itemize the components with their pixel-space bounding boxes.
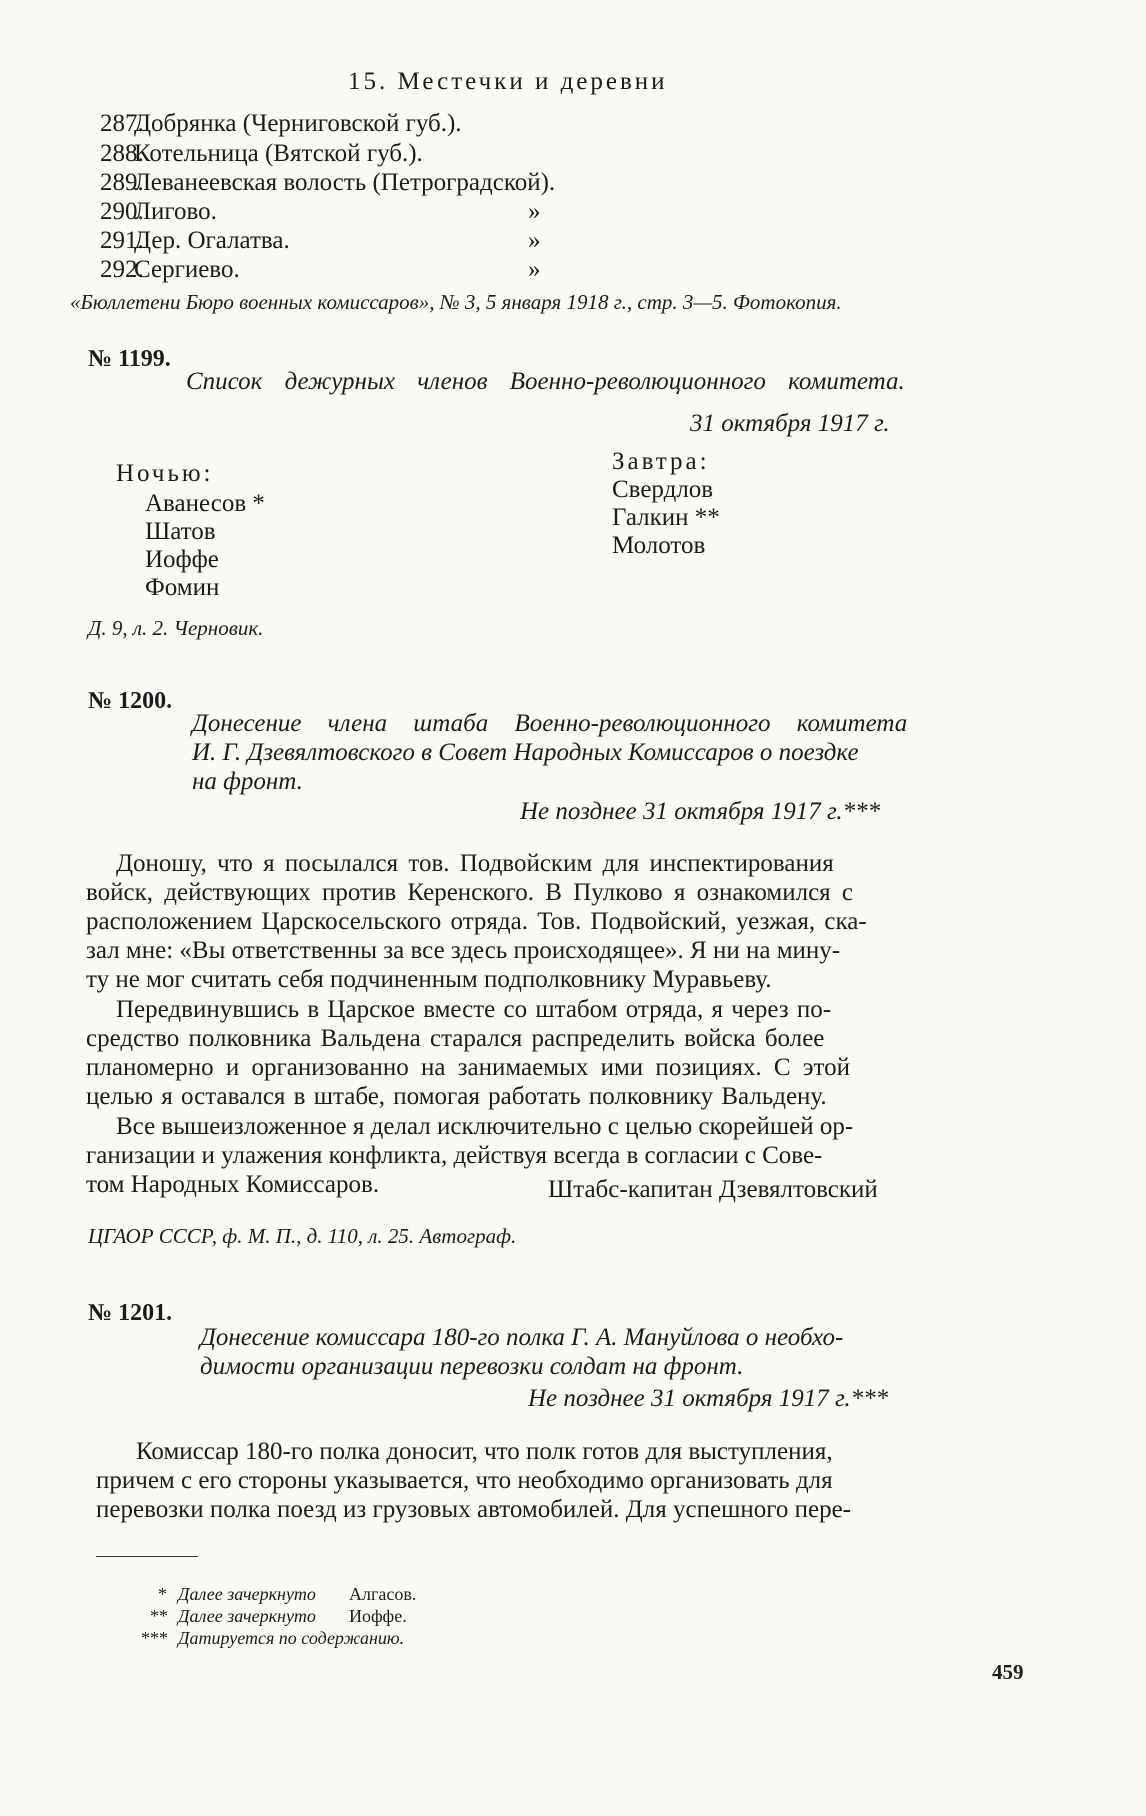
footnote-mark: ** [150,1606,168,1626]
list-item-name: Добрянка (Черниговской губ.). [134,110,462,137]
body-line: зал мне: «Вы ответственны за все здесь происходящее». Я ни на мину- [86,937,841,964]
source-citation: Д. 9, л. 2. Черновик. [88,616,264,640]
body-line: войск, действующих против Керенского. В Пулково я ознакомился с [86,879,854,906]
body-line: Передвинувшись в Царское вместе со штабом отряда, я через по- [116,996,832,1023]
list-item-number: 291. [100,227,144,254]
footnote-mark: * [158,1584,167,1604]
document-title: Список дежурных членов Военно-революционного комитета. [186,368,905,395]
list-item-number: 287. [100,110,144,137]
body-line: причем с его стороны указывается, что необходимо организовать для [96,1467,833,1494]
document-number: № 1199. [88,346,171,372]
document-number: № 1200. [88,688,173,714]
footnote-text: Датируется по содержанию. [178,1628,405,1648]
night-label: Ночью: [116,460,214,487]
body-line: ганизации и улажения конфликта, действуя всегда в согласии с Сове- [86,1142,823,1169]
duty-member: Молотов [612,532,706,559]
body-line: целью я оставался в штабе, помогая работать полковнику Вальдену. [86,1083,827,1110]
document-title-line: И. Г. Дзевялтовского в Совет Народных Комиссаров о поездке [192,739,859,766]
list-item-number: 290. [100,198,144,225]
document-date: Не позднее 31 октября 1917 г.*** [520,798,881,825]
footnote-word: Алгасов. [349,1584,417,1604]
body-line: расположением Царскосельского отряда. Тов. Подвойский, уезжая, ска- [86,908,867,935]
tomorrow-label: Завтра: [612,448,710,475]
document-number: № 1201. [88,1300,173,1326]
body-line: ту не мог считать себя подчиненным подполковнику Муравьеву. [86,966,772,993]
body-line: планомерно и организованно на занимаемых ими позициях. С этой [86,1054,850,1081]
body-line: перевозки полка поезд из грузовых автомобилей. Для успешного пере- [96,1496,852,1523]
duty-member: Иоффе [145,546,219,573]
footnote-mark: *** [141,1628,168,1648]
document-title-line: димости организации перевозки солдат на фронт. [200,1353,744,1380]
document-title-line: Донесение комиссара 180-го полка Г. А. Мануйлова о необхо- [200,1324,844,1351]
duty-member: Шатов [145,518,216,545]
section-heading: 15. Местечки и деревни [348,68,668,95]
duty-member: Галкин ** [612,504,720,531]
source-citation: ЦГАОР СССР, ф. М. П., д. 110, л. 25. Автограф. [88,1224,517,1248]
footnote-text: Далее зачеркнуто [178,1584,316,1604]
list-item-name: Сергиево. [134,256,240,283]
duty-member: Фомин [145,574,220,601]
ditto-mark: » [528,227,541,254]
ditto-mark: » [528,198,541,225]
signature: Штабс-капитан Дзевялтовский [548,1176,878,1203]
document-date: 31 октября 1917 г. [690,410,890,437]
list-item-number: 289. [100,169,144,196]
list-item-name: Леванеевская волость (Петроградской). [134,169,556,196]
document-title-line: Донесение члена штаба Военно-революционного комитета [192,710,908,737]
body-line: Доношу, что я посылался тов. Подвойским для инспектирования [116,850,834,877]
list-item-number: 288. [100,140,144,167]
document-date: Не позднее 31 октября 1917 г.*** [528,1385,889,1412]
footnote-text: Далее зачеркнуто [178,1606,316,1626]
list-item-number: 292. [100,256,144,283]
list-item-name: Лигово. [134,198,217,225]
list-item-name: Дер. Огалатва. [134,227,290,254]
footnote-word: Иоффе. [349,1606,407,1626]
body-line: средство полковника Вальдена старался распределить войска более [86,1025,825,1052]
body-line: Все вышеизложенное я делал исключительно с целью скорейшей ор- [116,1113,854,1140]
body-line: том Народных Комиссаров. [86,1171,380,1198]
body-line: Комиссар 180-го полка доносит, что полк готов для выступления, [136,1438,833,1465]
duty-member: Свердлов [612,476,714,503]
footnote-rule [96,1556,198,1557]
page-number: 459 [992,1660,1024,1684]
source-citation: «Бюллетени Бюро военных комиссаров», № 3, 5 января 1918 г., стр. 3—5. Фотокопия. [70,290,842,314]
ditto-mark: » [528,256,541,283]
list-item-name: Котельница (Вятской губ.). [134,140,423,167]
document-title-line: на фронт. [192,768,303,795]
duty-member: Аванесов * [145,490,265,517]
